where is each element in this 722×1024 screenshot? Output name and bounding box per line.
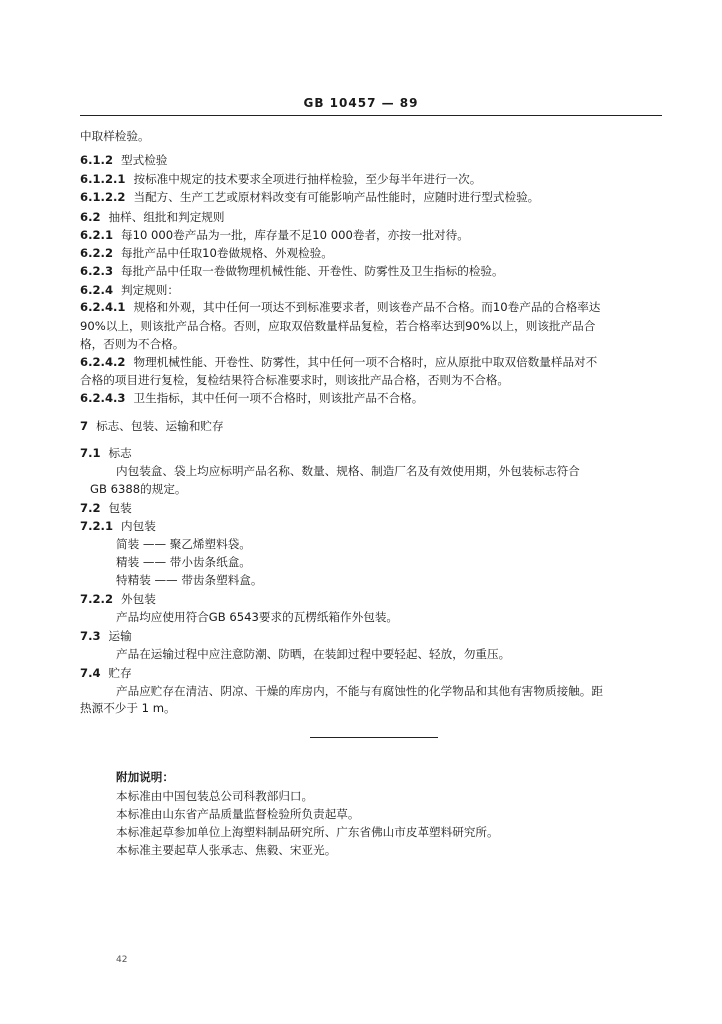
body-line [116,683,603,699]
body-line [116,609,398,625]
clause-text: 包装 [108,501,132,515]
appendix-line: 本标准起草参加单位上海塑料制品研究所、广东省佛山市皮革塑料研究所。 [116,825,499,839]
clause-text: 判定规则： [121,283,179,297]
body-line [80,336,184,352]
clause-text: 产品应贮存在清洁、阴凉、干燥的库房内，不能与有腐蚀性的化学物品和其他有害物质接触。距 [116,684,603,698]
clause-text: GB 6388的规定。 [90,482,187,496]
clause-text: 外包装 [121,592,156,606]
body-line [80,152,167,168]
appendix-title: 附加说明： [116,770,174,784]
clause-text: 每10 000卷产品为一批，库存量不足10 000卷者，亦按一批对待。 [121,228,469,242]
clause-text: 按标准中规定的技术要求全项进行抽样检验，至少每半年进行一次。 [133,172,482,186]
clause-number: 7.2.2 [80,592,114,606]
body-line [80,700,176,716]
clause-number: 6.2 [80,210,101,224]
body-line [116,572,263,588]
body-line [80,390,423,406]
clause-text: 贮存 [108,666,132,680]
body-line [80,227,469,243]
clause-text: 合格的项目进行复检，复检结果符合标准要求时，则该批产品合格，否则为不合格。 [80,373,509,387]
clause-text: 产品在运输过程中应注意防潮、防晒，在装卸过程中要轻起、轻放，勿重压。 [116,647,511,661]
clause-text: 当配方、生产工艺或原材料改变有可能影响产品性能时，应随时进行型式检验。 [133,190,540,204]
body-line [80,128,150,144]
clause-text: 每批产品中任取一卷做物理机械性能、开卷性、防雾性及卫生指标的检验。 [121,264,504,278]
body-line [80,245,333,261]
appendix-line: 本标准由山东省产品质量监督检验所负责起草。 [116,807,360,821]
appendix-line: 本标准主要起草人张承志、焦毅、宋亚光。 [116,843,337,857]
clause-text: 90%以上，则该批产品合格。否则，应取双倍数量样品复检，若合格率达到90%以上，则该批产品合 [80,319,596,333]
body-line [116,536,251,552]
clause-text: 规格和外观，其中任何一项达不到标准要求者，则该卷产品不合格。而10卷产品的合格率达 [133,300,601,314]
clause-text: 内包装盒、袋上均应标明产品名称、数量、规格、制造厂名及有效使用期，外包装标志符合 [116,464,580,478]
body-line [80,665,132,681]
clause-number: 6.2.4.3 [80,391,126,405]
clause-text: 简装 —— 聚乙烯塑料袋。 [116,537,251,551]
clause-text: 热源不少于 1 m。 [80,701,176,715]
page-number: 42 [116,955,128,965]
clause-number: 6.2.3 [80,264,114,278]
clause-number: 7.3 [80,629,101,643]
standard-number-header: GB 10457 — 89 [303,96,419,110]
body-line [90,481,187,497]
clause-number: 6.1.2 [80,153,114,167]
clause-text: 标志、包装、运输和贮存 [96,419,224,433]
clause-text: 运输 [108,629,132,643]
body-line [80,299,600,315]
clause-number: 7.1 [80,446,101,460]
clause-number: 6.2.4.1 [80,300,126,314]
body-line [80,318,595,334]
appendix-line: 本标准由中国包装总公司科教部归口。 [116,789,314,803]
clause-number: 7 [80,419,89,433]
clause-number: 7.4 [80,666,101,680]
clause-number: 6.2.1 [80,228,114,242]
clause-number: 6.2.2 [80,246,114,260]
body-line [80,354,597,370]
body-line [80,209,225,225]
body-line [80,445,132,461]
body-line [80,518,156,534]
body-line [80,282,179,298]
clause-number: 6.1.2.2 [80,190,126,204]
body-line [80,591,156,607]
clause-number: 6.1.2.1 [80,172,126,186]
clause-text: 内包装 [121,519,156,533]
body-line [116,463,580,479]
clause-number: 7.2 [80,501,101,515]
body-line [80,189,539,205]
body-line [80,500,132,516]
clause-text: 产品均应使用符合GB 6543要求的瓦楞纸箱作外包装。 [116,610,399,624]
clause-number: 6.2.4 [80,283,114,297]
clause-text: 型式检验 [121,153,168,167]
body-line [80,372,509,388]
clause-number: 6.2.4.2 [80,355,126,369]
header-rule [80,115,662,116]
body-line [80,263,504,279]
body-line [116,646,510,662]
clause-text: 标志 [108,446,132,460]
clause-text: 卫生指标，其中任何一项不合格时，则该批产品不合格。 [133,391,424,405]
clause-text: 格，否则为不合格。 [80,337,185,351]
clause-text: 中取样检验。 [80,129,150,143]
clause-text: 抽样、组批和判定规则 [108,210,225,224]
body-line [116,554,251,570]
clause-text: 每批产品中任取10卷做规格、外观检验。 [121,246,333,260]
clause-text: 物理机械性能、开卷性、防雾性，其中任何一项不合格时，应从原批中取双倍数量样品对不 [133,355,598,369]
body-line [80,418,224,434]
clause-text: 精装 —— 带小齿条纸盒。 [116,555,251,569]
clause-text: 特精装 —— 带齿条塑料盒。 [116,573,263,587]
body-line [80,628,132,644]
end-rule [310,737,438,738]
clause-number: 7.2.1 [80,519,114,533]
body-line [80,171,481,187]
